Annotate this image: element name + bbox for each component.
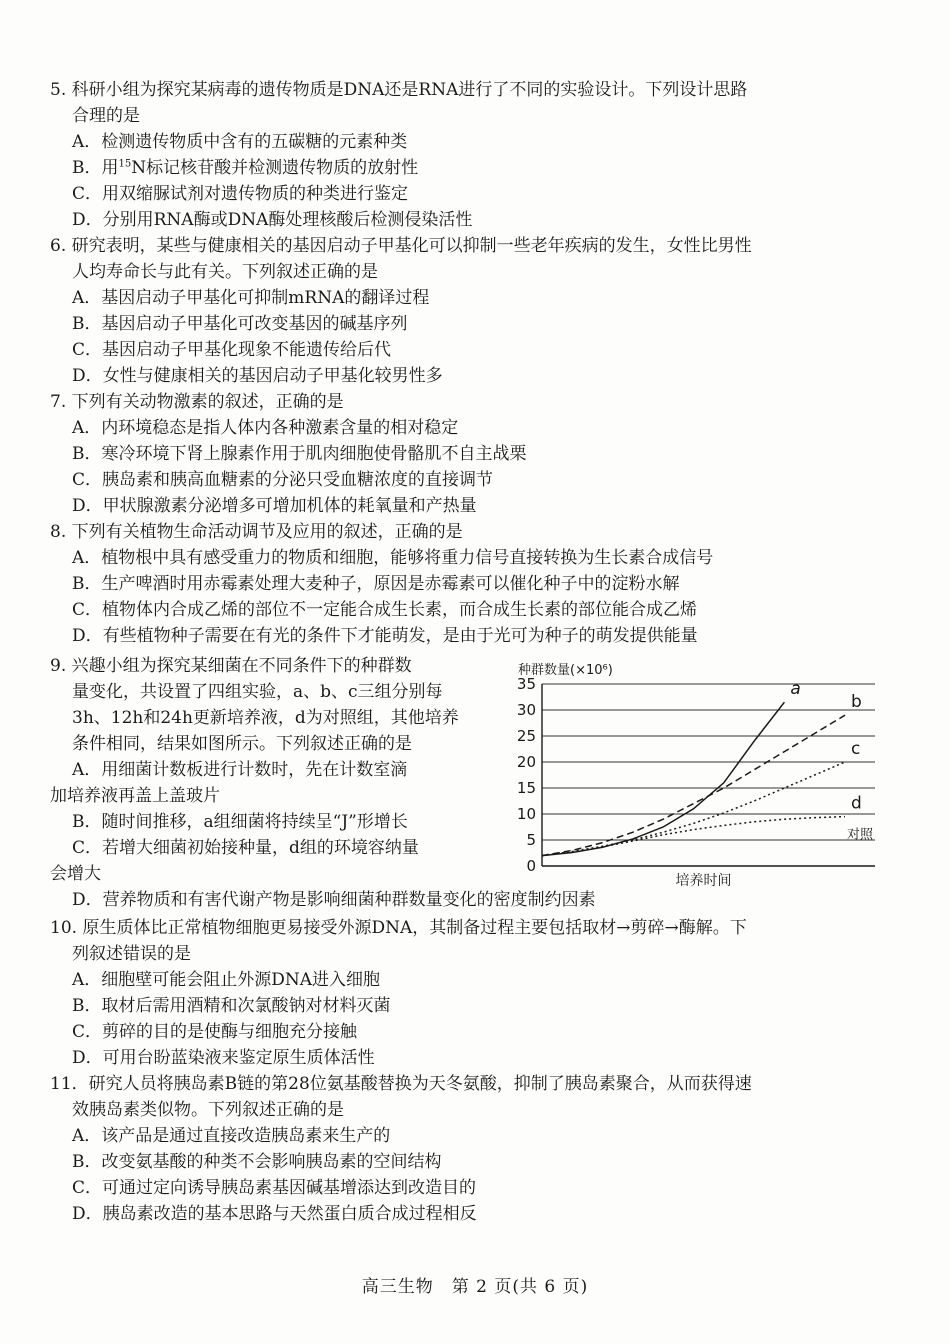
question-6-line-1: 6. 研究表明，某些与健康相关的基因启动子甲基化可以抑制一些老年疾病的发生，女性比男性 <box>50 236 752 256</box>
y-tick-label-15: 15 <box>516 779 536 797</box>
question-7-line-1: 7. 下列有关动物激素的叙述，正确的是 <box>50 392 344 412</box>
q8-option-d: D．有些植物种子需要在有光的条件下才能萌发，是由于光可为种子的萌发提供能量 <box>72 626 698 646</box>
question-9-line-2: 量变化，共设置了四组实验，a、b、c三组分别每 <box>72 682 443 702</box>
question-6-line-2: 人均寿命长与此有关。下列叙述正确的是 <box>72 262 378 282</box>
y-tick-label-5: 5 <box>526 831 536 849</box>
q10-option-b: B．取材后需用酒精和次氯酸钠对材料灭菌 <box>72 996 391 1016</box>
q8-option-c: C．植物体内合成乙烯的部位不一定能合成生长素，而合成生长素的部位能合成乙烯 <box>72 600 698 620</box>
y-tick-label-20: 20 <box>516 753 536 771</box>
q5-option-d: D．分别用RNA酶或DNA酶处理核酸后检测侵染活性 <box>72 210 473 230</box>
q9-option-a: A．用细菌计数板进行计数时，先在计数室滴 <box>72 760 408 780</box>
series-line-d <box>542 817 845 856</box>
series-line-a <box>542 702 784 855</box>
question-9-line-3: 3h、12h和24h更新培养液，d为对照组，其他培养 <box>72 708 459 728</box>
q10-option-d: D．可用台盼蓝染液来鉴定原生质体活性 <box>72 1048 375 1068</box>
page-footer: 高三生物 第 2 页(共 6 页) <box>361 1277 589 1297</box>
question-11-line-2: 效胰岛素类似物。下列叙述正确的是 <box>72 1100 344 1120</box>
q6-option-b: B．基因启动子甲基化可改变基因的碱基序列 <box>72 314 408 334</box>
y-tick-label-25: 25 <box>516 727 536 745</box>
series-label-c: c <box>851 739 861 759</box>
q9-option-a-cont: 加培养液再盖上盖玻片 <box>50 786 220 806</box>
q11-option-a: A．该产品是通过直接改造胰岛素来生产的 <box>72 1126 391 1146</box>
q8-option-b: B．生产啤酒时用赤霉素处理大麦种子，原因是赤霉素可以催化种子中的淀粉水解 <box>72 574 680 594</box>
series-label-d: d <box>851 793 862 814</box>
question-8-line-1: 8. 下列有关植物生命活动调节及应用的叙述，正确的是 <box>50 522 463 542</box>
question-9-line-4: 条件相同，结果如图所示。下列叙述正确的是 <box>72 734 412 754</box>
y-tick-label-30: 30 <box>516 701 536 719</box>
population-growth-chart <box>500 660 910 890</box>
q9-option-d: D．营养物质和有害代谢产物是影响细菌种群数量变化的密度制约因素 <box>72 890 596 910</box>
q6-option-c: C．基因启动子甲基化现象不能遗传给后代 <box>72 340 392 360</box>
q7-option-d: D．甲状腺激素分泌增多可增加机体的耗氧量和产热量 <box>72 496 477 516</box>
y-tick-label-0: 0 <box>526 857 536 875</box>
q10-option-a: A．细胞壁可能会阻止外源DNA进入细胞 <box>72 970 381 990</box>
q9-option-c-cont: 会增大 <box>50 864 101 884</box>
q11-option-d: D．胰岛素改造的基本思路与天然蛋白质合成过程相反 <box>72 1204 477 1224</box>
q9-option-b: B．随时间推移，a组细菌将持续呈“J”形增长 <box>72 812 408 832</box>
q7-option-c: C．胰岛素和胰高血糖素的分泌只受血糖浓度的直接调节 <box>72 470 494 490</box>
question-11-line-1: 11．研究人员将胰岛素B链的第28位氨基酸替换为天冬氨酸，抑制了胰岛素聚合，从而获得速 <box>50 1074 752 1094</box>
q11-option-b: B．改变氨基酸的种类不会影响胰岛素的空间结构 <box>72 1152 442 1172</box>
question-10-line-1: 10. 原生质体比正常植物细胞更易接受外源DNA，其制备过程主要包括取材→剪碎→酶解。下 <box>50 918 747 938</box>
q6-option-d: D．女性与健康相关的基因启动子甲基化较男性多 <box>72 366 443 386</box>
q7-option-a: A．内环境稳态是指人体内各种激素含量的相对稳定 <box>72 418 459 438</box>
chart-svg <box>500 660 910 890</box>
series-label-a: a <box>790 679 801 700</box>
q9-option-c: C．若增大细菌初始接种量，d组的环境容纳量 <box>72 838 419 858</box>
q8-option-a: A．植物根中具有感受重力的物质和细胞，能够将重力信号直接转换为生长素合成信号 <box>72 548 714 568</box>
q10-option-c: C．剪碎的目的是使酶与细胞充分接触 <box>72 1022 358 1042</box>
question-9-line-1: 9. 兴趣小组为探究某细菌在不同条件下的种群数 <box>50 656 412 676</box>
question-5-line-2: 合理的是 <box>72 106 140 126</box>
q11-option-c: C．可通过定向诱导胰岛素基因碱基增添达到改造目的 <box>72 1178 477 1198</box>
q5-option-a: A．检测遗传物质中含有的五碳糖的元素种类 <box>72 132 408 152</box>
y-tick-label-10: 10 <box>516 805 536 823</box>
q7-option-b: B．寒冷环境下肾上腺素作用于肌肉细胞使骨骼肌不自主战栗 <box>72 444 527 464</box>
series-label-b: b <box>851 692 862 713</box>
question-10-line-2: 列叙述错误的是 <box>72 944 191 964</box>
question-5-line-1: 5. 科研小组为探究某病毒的遗传物质是DNA还是RNA进行了不同的实验设计。下列设计思路 <box>50 80 748 100</box>
y-tick-label-35: 35 <box>516 675 536 693</box>
y-axis-label: 种群数量(×10⁶) <box>518 663 613 678</box>
q5-option-c: C．用双缩脲试剂对遗传物质的种类进行鉴定 <box>72 184 409 204</box>
q5-option-b: B．用$^{15}$N标记核苷酸并检测遗传物质的放射性 <box>72 158 419 178</box>
control-annotation: 对照 <box>847 827 874 843</box>
x-axis-label: 培养时间 <box>675 873 732 889</box>
q6-option-a: A．基因启动子甲基化可抑制mRNA的翻译过程 <box>72 288 430 308</box>
